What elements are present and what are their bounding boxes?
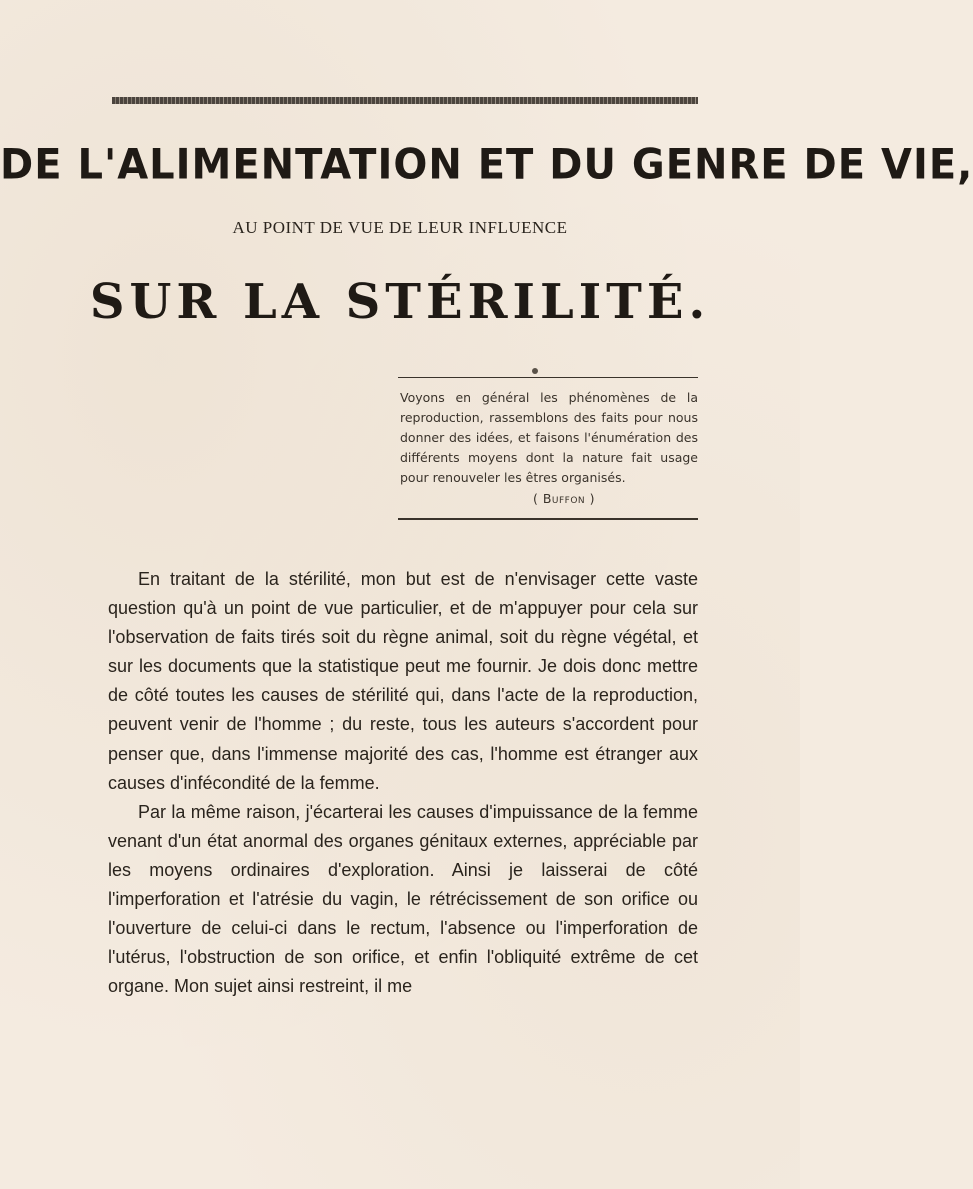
epigraph-text: Voyons en général les phénomènes de la reproduction, rassemblons des faits pour nous donner des idées, et faisons l'énumération des différents moyens dont la nature fait usage pour renouveler les êtres organisés. <box>400 390 698 485</box>
title-line-1: DE L'ALIMENTATION ET DU GENRE DE VIE, <box>0 140 973 190</box>
body-paragraph-1: En traitant de la stérilité, mon but est de n'envisager cette vaste question qu'à un point de vue particulier, et de m'appuyer pour cela sur l'observation de faits tirés soit du règne animal, soit du règne végétal, et sur les documents que la statistique peut me fournir. Je dois donc mettre de côté toutes les causes de stérilité qui, dans l'acte de la reproduction, peuvent venir de l'homme ; du reste, tous les auteurs s'accordent pour penser que, dans l'immense majorité des cas, l'homme est étranger aux causes d'infécondité de la femme. <box>108 569 698 793</box>
ornamental-rule <box>112 97 698 104</box>
title-line-3: SUR LA STÉRILITÉ. <box>89 274 711 330</box>
epigraph-author <box>400 491 698 506</box>
epigraph-author-name: Buffon <box>542 491 586 506</box>
body-paragraph-2: Par la même raison, j'écarterai les causes d'impuissance de la femme venant d'un état anormal des organes génitaux externes, appréciable par les moyens ordinaires d'exploration. Ainsi je laisserai de côté l'imperforation et l'atrésie du vagin, le rétrécissement de son orifice ou l'ouverture de celui-ci dans le rectum, l'absence ou l'imperforation de l'utérus, l'obstruction de son orifice, et enfin l'obliquité extrême de cet organe. Mon sujet ainsi restreint, il me <box>108 801 698 997</box>
epigraph-ornament-icon <box>532 368 538 374</box>
body-text <box>108 565 698 1001</box>
epigraph-rule-bottom <box>398 518 698 520</box>
epigraph-author-close: ) <box>589 491 596 506</box>
epigraph-author-open: ( <box>532 491 539 506</box>
epigraph-rule-top <box>398 377 698 378</box>
title-line-2: AU POINT DE VUE DE LEUR INFLUENCE <box>232 218 568 237</box>
